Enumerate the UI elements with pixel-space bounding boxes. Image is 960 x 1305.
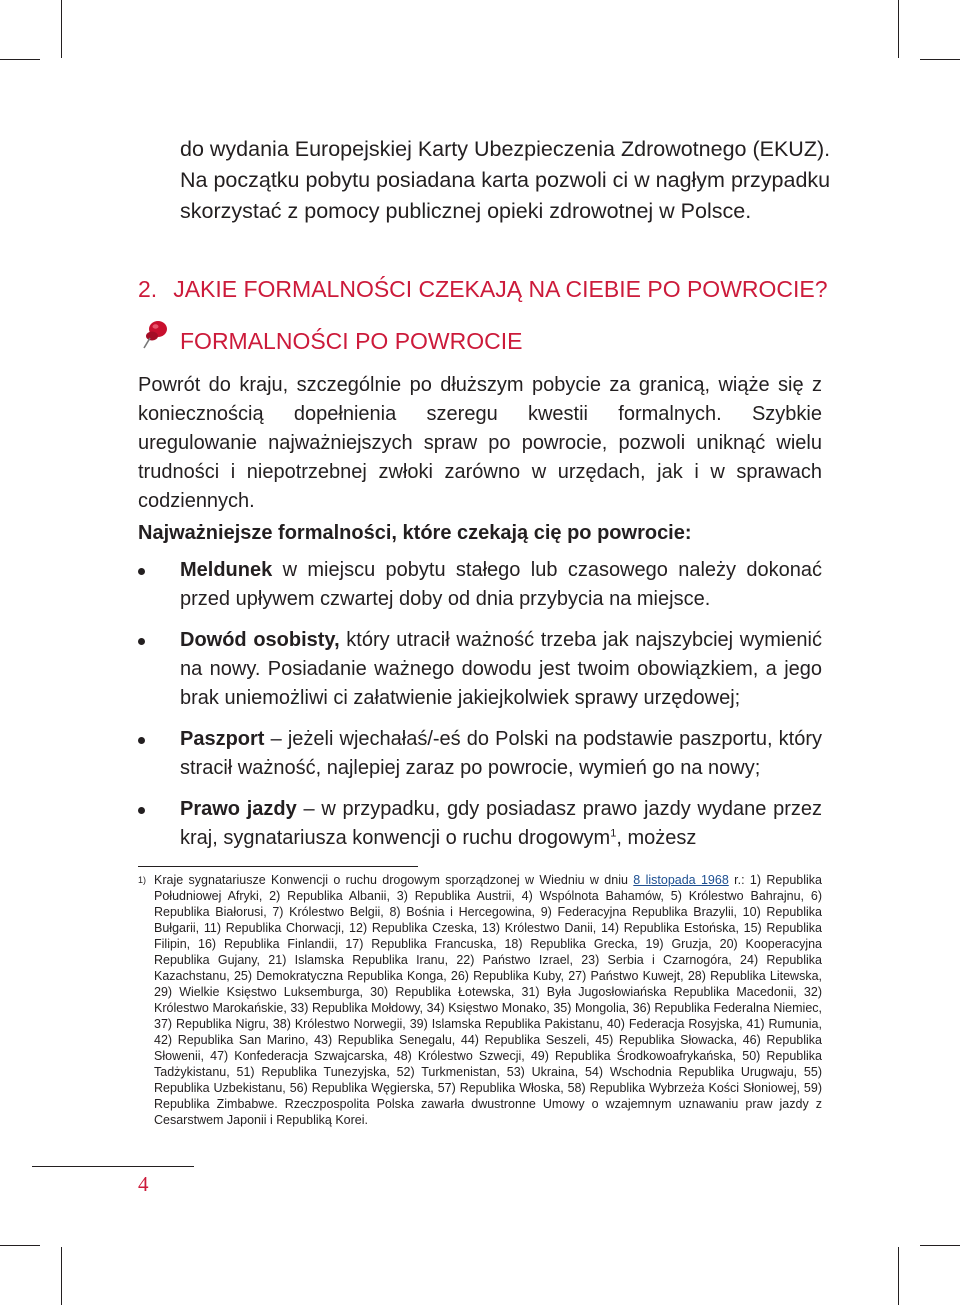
footnote-text-start: Kraje sygnatariusze Konwencji o ruchu drogowym sporządzonej w Wiedniu w dniu <box>154 873 634 887</box>
page-number-rule <box>32 1166 194 1167</box>
list-item-text: w miejscu pobytu stałego lub czasowego należy dokonać przed upływem czwartej doby od dnia przybycia na miejsce. <box>180 559 822 610</box>
footnote <box>138 872 822 1128</box>
section-number: 2. <box>138 276 158 302</box>
list-item-text: – w przypadku, gdy posiadasz prawo jazdy wydane przez kraj, sygnatariusza konwencji o ruchu drogowym <box>180 798 822 849</box>
footnote-mark: 1) <box>138 875 147 885</box>
bullet-icon <box>138 807 145 814</box>
bullet-icon <box>138 568 145 575</box>
section-heading <box>138 276 858 303</box>
date-link[interactable]: 8 listopada 1968 <box>633 873 729 887</box>
intro-paragraph: do wydania Europejskiej Karty Ubezpieczenia Zdrowotnego (EKUZ). Na początku pobytu posiadana karta pozwoli ci w nagłym przypadku skorzystać z pomocy publicznej opieki zdrowotnej w Polsce. <box>180 137 831 223</box>
crop-mark <box>0 1245 40 1246</box>
list-item-term: Dowód osobisty, <box>180 629 340 651</box>
crop-mark <box>61 0 62 58</box>
crop-mark <box>920 1245 960 1246</box>
formalities-list <box>138 556 822 865</box>
list-item-term: Paszport <box>180 728 265 750</box>
crop-mark <box>61 1247 62 1305</box>
list-item-term: Prawo jazdy <box>180 798 297 820</box>
subsection-title: FORMALNOŚCI PO POWROCIE <box>180 328 523 354</box>
footnote-reference: 1 <box>610 827 617 840</box>
list-title: Najważniejsze formalności, które czekają cię po powrocie: <box>138 522 692 544</box>
list-item-text: który utracił ważność trzeba jak najszybciej wymienić na nowy. Posiadanie ważnego dowodu jest twoim obowiązkiem, a jego brak uniemożliwi ci załatwienie jakiejkolwiek sprawy urzędowej; <box>180 629 822 709</box>
list-item-term: Meldunek <box>180 559 273 581</box>
bullet-icon <box>138 638 145 645</box>
bullet-icon <box>138 737 145 744</box>
crop-mark <box>898 1247 899 1305</box>
footnote-text-rest: r.: 1) Republika Południowej Afryki, 2) Republika Albanii, 3) Republika Austrii, 4) Wspólnota Bahamów, 5) Królestwo Bahrajnu, 6) Republika Białorusi, 7) Królestwo Belgii, 8) Bośnia i Hercegowina, 9) Federacyjna Republika Brazylii, 10) Republika Bułgarii, 11) Republika Chorwacji, 12) Republika Czeska, 13) Królestwo Danii, 14) Republika Estońska, 15) Republika Filipin, 16) Republika Finlandii, 17) Republika Francuska, 18) Republika Grecka, 19) Gruzja, 20) Kooperacyjna Republika Gujany, 21) Islamska Republika Iranu, 22) Państwo Izrael, 23) Serbia i Czarnogóra, 24) Republika Kazachstanu, 25) Demokratyczna Republika Konga, 26) Republika Kuby, 27) Państwo Kuwejt, 28) Republika Litewska, 29) Wielkie Księstwo Luksemburga, 30) Republika Łotewska, 31) Była Jugosłowiańska Republika Macedonii, 32) Królestwo Marokańskie, 33) Republika Mołdowy, 34) Księstwo Monako, 35) Mongolia, 36) Republika Federalna Niemiec, 37) Republika Nigru, 38) Królestwo Norwegii, 39) Islamska Republika Pakistanu, 40) Federacja Rosyjska, 41) Rumunia, 42) Republika San Marino, 43) Republika Senegalu, 44) Republika Seszeli, 45) Republika Słowacka, 46) Republika Słowenii, 47) Konfederacja Szwajcarska, 48) Królestwo Szwecji, 49) Republika Środkowoafrykańska, 50) Republika Tadżykistanu, 51) Republika Tunezyjska, 52) Turkmenistan, 53) Ukraina, 54) Wschodnia Republika Urugwaju, 55) Republika Uzbekistanu, 56) Republika Węgierska, 57) Republika Włoska, 58) Republika Wybrzeża Kości Słoniowej, 59) Republika Zimbabwe. Rzeczpospolita Polska zawarła dwustronne Umowy o wzajemnym uznawaniu praw jazdy z Cesarstwem Japonii i Republiką Korei. <box>154 873 822 1127</box>
list-item <box>138 626 822 713</box>
crop-mark <box>898 0 899 58</box>
list-item <box>138 725 822 783</box>
body-paragraph: Powrót do kraju, szczególnie po dłuższym pobycie za granicą, wiąże się z koniecznością dopełnienia szeregu kwestii formalnych. Szybkie uregulowanie najważniejszych spraw po powrocie, pozwoli uniknąć wielu trudności i niepotrzebnej zwłoki zarówno w urzędach, jak i w sprawach codziennych. <box>138 374 822 512</box>
list-item <box>138 795 822 853</box>
footnote-text <box>154 872 822 1128</box>
section-title: JAKIE FORMALNOŚCI CZEKAJĄ NA CIEBIE PO POWROCIE? <box>173 276 828 302</box>
list-item <box>138 556 822 614</box>
footnote-divider <box>138 866 418 867</box>
crop-mark <box>0 59 40 60</box>
page-number: 4 <box>138 1172 149 1196</box>
crop-mark <box>920 59 960 60</box>
list-item-text-tail: , możesz <box>616 827 697 849</box>
list-item-text: – jeżeli wjechałaś/-eś do Polski na podstawie paszportu, który stracił ważność, najlepiej zaraz po powrocie, wymień go na nowy; <box>180 728 822 779</box>
